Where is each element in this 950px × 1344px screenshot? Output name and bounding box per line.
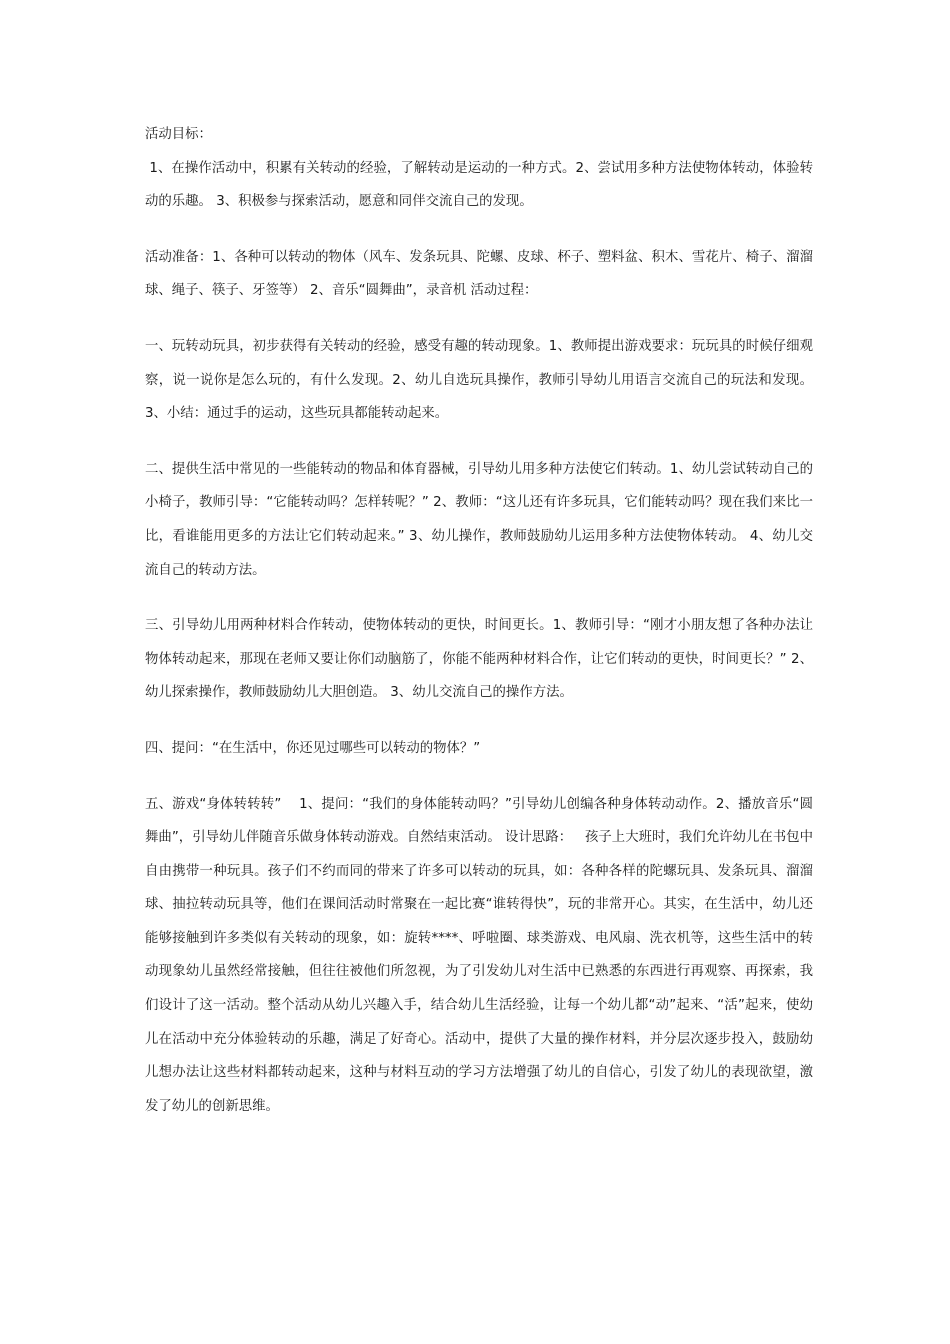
step-five-and-design-paragraph: 五、游戏“身体转转转” 1、提问：“我们的身体能转动吗？”引导幼儿创编各种身体转动动作。2、播放音乐“圆舞曲”，引导幼儿伴随音乐做身体转动游戏。自然结束活动。 设计思路： 孩子上大班时，我们允许幼儿在书包中自由携带一种玩具。孩子们不约而同的带来了许多可以转动的玩具，如：各种各样的陀螺玩具、发条玩具、溜溜球、抽拉转动玩具等，他们在课间活动时常聚在一起比赛“谁转得快”，玩的非常开心。其实，在生活中，幼儿还能够接触到许多类似有关转动的现象，如：旋转****、呼啦圈、球类游戏、电风扇、洗衣机等，这些生活中的转动现象幼儿虽然经常接触，但往往被他们所忽视，为了引发幼儿对生活中已熟悉的东西进行再观察、再探索，我们设计了这一活动。整个活动从幼儿兴趣入手，结合幼儿生活经验，让每一个幼儿都“动”起来、“活”起来，使幼儿在活动中充分体验转动的乐趣，满足了好奇心。活动中，提供了大量的操作材料，并分层次逐步投入，鼓励幼儿想办法让这些材料都转动起来，这种与材料互动的学习方法增强了幼儿的自信心，引发了幼儿的表现欲望，激发了幼儿的创新思维。 — [145, 796, 813, 1114]
paragraph-gap — [145, 219, 813, 241]
step-two-paragraph: 二、提供生活中常见的一些能转动的物品和体育器械，引导幼儿用多种方法使它们转动。1、幼儿尝试转动自己的小椅子，教师引导：“它能转动吗？怎样转呢？” 2、教师：“这儿还有许多玩具，它们能转动吗？现在我们来比一比，看谁能用更多的方法让它们转动起来。” 3、幼儿操作，教师鼓励幼儿运用多种方法使物体转动。 4、幼儿交流自己的转动方法。 — [145, 461, 813, 578]
paragraph-gap — [145, 431, 813, 453]
paragraph-gap — [145, 587, 813, 609]
step-one-paragraph: 一、玩转动玩具，初步获得有关转动的经验，感受有趣的转动现象。1、教师提出游戏要求：玩玩具的时候仔细观察，说一说你是怎么玩的，有什么发现。2、幼儿自选玩具操作，教师引导幼儿用语言交流自己的玩法和发现。 3、小结：通过手的运动，这些玩具都能转动起来。 — [145, 338, 818, 422]
paragraph-gap — [145, 308, 813, 330]
goals-heading: 活动目标： — [145, 127, 212, 142]
preparation-paragraph: 活动准备：1、各种可以转动的物体（风车、发条玩具、陀螺、皮球、杯子、塑料盆、积木、雪花片、椅子、溜溜球、绳子、筷子、牙签等） 2、音乐“圆舞曲”，录音机 活动过程： — [145, 249, 813, 299]
paragraph-gap — [145, 766, 813, 788]
document-page — [145, 118, 818, 1123]
paragraph-gap — [145, 710, 813, 732]
step-three-paragraph: 三、引导幼儿用两种材料合作转动，使物体转动的更快，时间更长。1、教师引导：“刚才小朋友想了各种办法让物体转动起来，那现在老师又要让你们动脑筋了，你能不能两种材料合作，让它们转动的更快，时间更长？” 2、幼儿探索操作，教师鼓励幼儿大胆创造。 3、幼儿交流自己的操作方法。 — [145, 618, 813, 701]
step-four-paragraph: 四、提问：“在生活中，你还见过哪些可以转动的物体？” — [145, 740, 481, 756]
goals-body: 1、在操作活动中，积累有关转动的经验，了解转动是运动的一种方式。2、尝试用多种方法使物体转动，体验转动的乐趣。 3、积极参与探索活动，愿意和同伴交流自己的发现。 — [145, 160, 813, 210]
